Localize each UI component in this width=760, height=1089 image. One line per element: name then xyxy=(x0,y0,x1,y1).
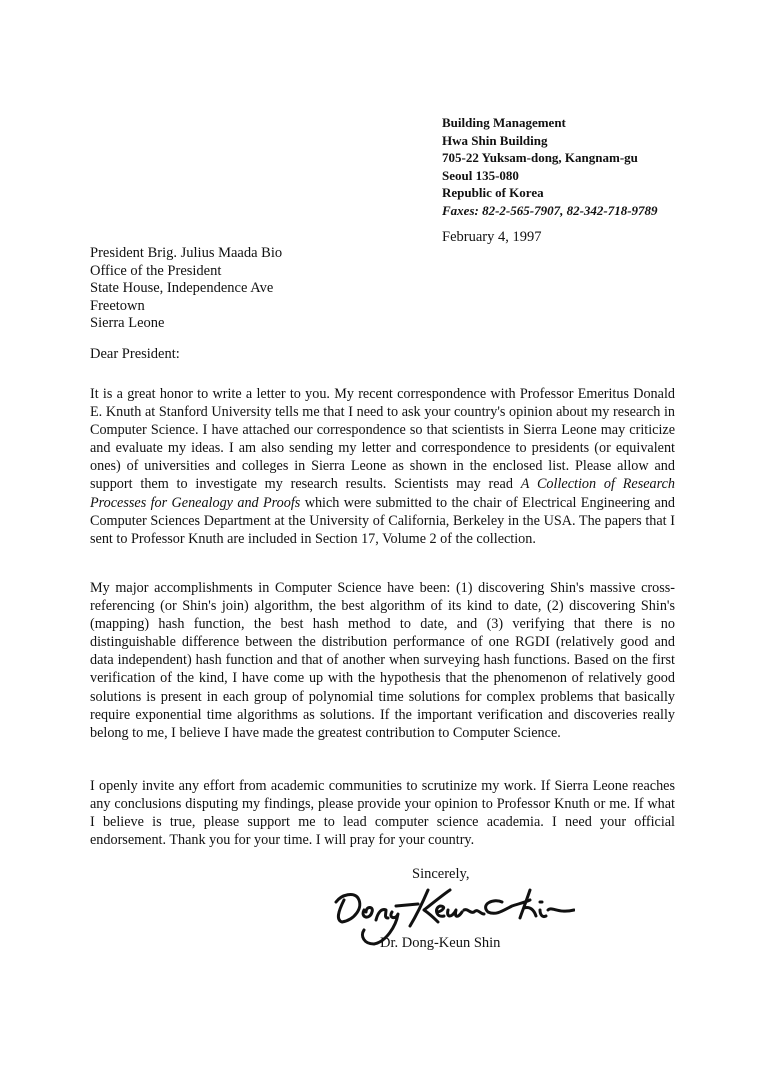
body-paragraph-1 xyxy=(90,385,675,548)
sender-line-5: Republic of Korea xyxy=(442,185,544,201)
closing: Sincerely, xyxy=(412,866,470,882)
publication-title: A Collection of Research Processes for Genealogy and Proofs xyxy=(90,476,675,511)
recipient-line-1: President Brig. Julius Maada Bio xyxy=(90,245,283,261)
recipient-address-block xyxy=(90,245,282,333)
sender-faxes: Faxes: 82-2-565-7907, 82-342-718-9789 xyxy=(442,202,658,218)
paragraph-1-text-before: It is a great honor to write a letter to you. My recent correspondence with Professor Emeritus Donald E. Knuth at Stanford University tells me that I need to ask your country's opinion about my research in Computer Science. I have attached our correspondence so that scientists in Sierra Leone may criticize and evaluate my ideas. I am also sending my letter and correspondence to presidents (or equivalent ones) of universities and colleges in Sierra Leone as shown in the enclosed list. Please allow and support them to investigate my research results. Scientists may read xyxy=(90,386,675,493)
sender-line-1: Building Management xyxy=(442,115,566,130)
recipient-line-3: State House, Independence Ave xyxy=(90,280,274,297)
sender-address-block xyxy=(442,114,658,220)
salutation: Dear President: xyxy=(90,346,180,362)
paragraph-1-text-after: which were submitted to the chair of Electrical Engineering and Computer Sciences Department at the University of California, Berkeley in the USA. The papers that I sent to Professor Knuth are included in Section 17, Volume 2 of the collection. xyxy=(90,494,676,547)
sender-line-4: Seoul 135-080 xyxy=(442,167,519,183)
sender-line-3: 705-22 Yuksam-dong, Kangnam-gu xyxy=(442,150,638,166)
body-paragraph-3: I openly invite any effort from academic communities to scrutinize my work. If Sierra Leone reaches any conclusions disputing my findings, please provide your opinion to Professor Knuth or me. If what I believe is true, please support me to lead computer science academia. I need your official endorsement. Thank you for your time. I will pray for your country. xyxy=(90,778,675,849)
letter-date: February 4, 1997 xyxy=(442,229,542,245)
recipient-line-2: Office of the President xyxy=(90,262,222,279)
sender-line-2: Hwa Shin Building xyxy=(442,132,548,148)
body-paragraph-2: My major accomplishments in Computer Science have been: (1) discovering Shin's massive cross-referencing (or Shin's join) algorithm, the best algorithm of its kind to date, (2) discovering Shin's (mapping) hash function, the best hash method to date, and (3) verifying that there is no distinguishable difference between the distribution performance of one RGDI (relatively good and data independent) hash function and that of another when surveying hash functions. Based on the first verification of the kind, I have come up with the hypothesis that the phenomenon of relatively good solutions is present in each group of polynomial time solutions for complex problems that basically require exponential time algorithms as solutions. If the important verification and discoveries really belong to me, I believe I have made the greatest contribution to Computer Science. xyxy=(90,580,675,741)
signer-name: Dr. Dong-Keun Shin xyxy=(380,935,501,951)
recipient-line-4: Freetown xyxy=(90,297,145,314)
recipient-line-5: Sierra Leone xyxy=(90,315,165,332)
